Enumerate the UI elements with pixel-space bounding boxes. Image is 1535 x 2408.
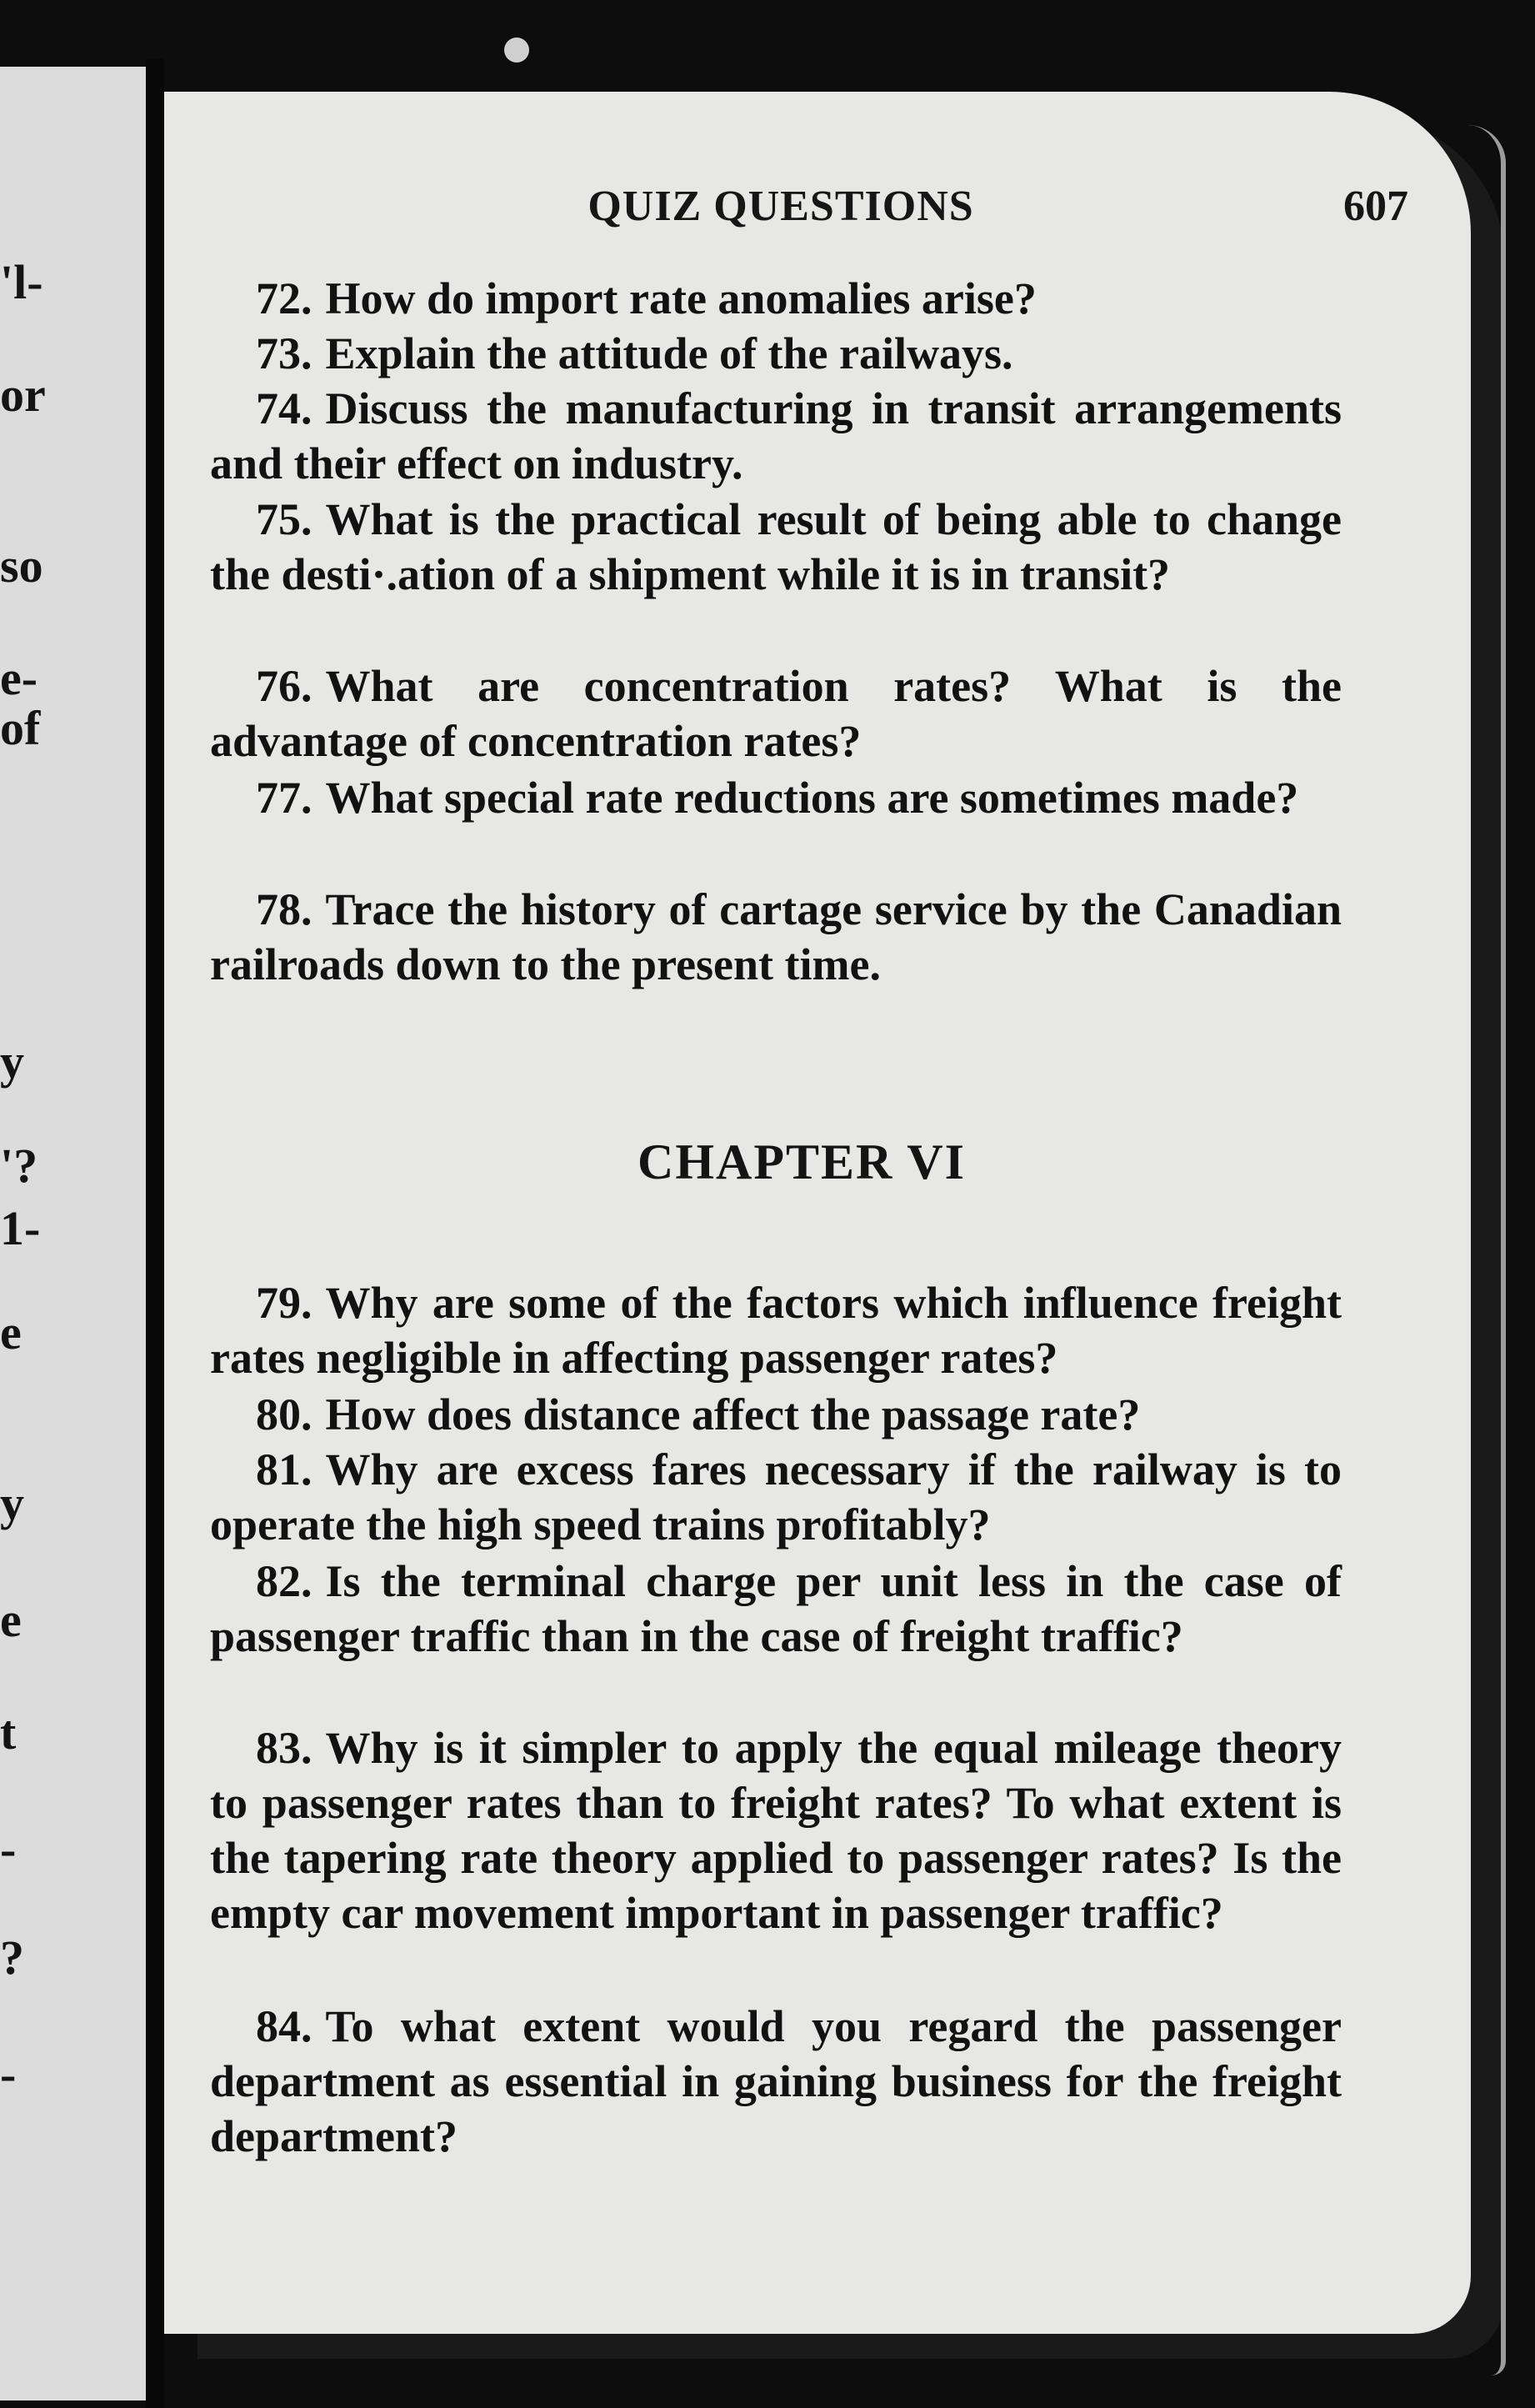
left-page-fragment: y bbox=[0, 1476, 24, 1530]
question-text: What special rate reductions are sometimes made? bbox=[325, 773, 1299, 823]
left-page-fragment: - bbox=[0, 2047, 17, 2101]
left-page-fragment: of bbox=[0, 701, 41, 755]
left-page-fragment: y bbox=[0, 1034, 24, 1089]
left-page-fragment: so bbox=[0, 538, 43, 593]
left-page-fragment: '? bbox=[0, 1139, 38, 1193]
question-number: 82. bbox=[256, 1556, 312, 1606]
question-text: What are concentration rates? What is the advantage of concentration rates? bbox=[210, 661, 1342, 766]
question-74 bbox=[210, 381, 1342, 491]
question-72 bbox=[210, 271, 1342, 326]
question-text: Discuss the manufacturing in transit arrangements and their effect on industry. bbox=[210, 383, 1342, 488]
question-text: How do import rate anomalies arise? bbox=[325, 273, 1037, 323]
question-84 bbox=[210, 1999, 1342, 2164]
left-page-fragment: e bbox=[0, 1305, 22, 1359]
page-number: 607 bbox=[1343, 183, 1408, 230]
question-number: 83. bbox=[256, 1723, 312, 1773]
left-page-fragment: t bbox=[0, 1705, 17, 1760]
left-page-fragment: or bbox=[0, 368, 46, 422]
question-text: Explain the attitude of the railways. bbox=[325, 328, 1013, 378]
chapter-heading: CHAPTER VI bbox=[638, 1134, 966, 1189]
question-number: 81. bbox=[256, 1444, 312, 1494]
question-number: 73. bbox=[256, 328, 312, 378]
page-blemish bbox=[504, 38, 529, 63]
question-text: Trace the history of cartage service by the Canadian railroads down to the present time. bbox=[210, 884, 1342, 989]
question-83 bbox=[210, 1720, 1342, 1940]
book-page bbox=[164, 92, 1471, 2334]
question-text: To what extent would you regard the passenger department as essential in gaining business for the freight department? bbox=[210, 2001, 1342, 2161]
left-page-fragment: e bbox=[0, 1593, 22, 1647]
question-text: Why is it simpler to apply the equal mileage theory to passenger rates than to freight rates? To what extent is the tapering rate theory applied to passenger rates? Is the empty car movement important in passenger traffic? bbox=[210, 1723, 1342, 1938]
question-77 bbox=[210, 770, 1342, 825]
question-79 bbox=[210, 1275, 1342, 1385]
question-number: 78. bbox=[256, 884, 312, 934]
left-page-fragment: - bbox=[0, 1822, 17, 1876]
left-page-fragment: e- bbox=[0, 651, 38, 705]
question-73 bbox=[210, 326, 1342, 381]
question-number: 80. bbox=[256, 1389, 312, 1439]
book-spine bbox=[146, 58, 164, 2408]
question-75 bbox=[210, 492, 1342, 602]
question-number: 72. bbox=[256, 273, 312, 323]
left-page-fragment: ? bbox=[0, 1930, 24, 1985]
question-text: Why are some of the factors which influence freight rates negligible in affecting passenger rates? bbox=[210, 1278, 1342, 1383]
running-header-title: QUIZ QUESTIONS bbox=[588, 183, 974, 230]
left-page-fragment: 1- bbox=[0, 1201, 41, 1255]
question-number: 77. bbox=[256, 773, 312, 823]
question-text: Why are excess fares necessary if the railway is to operate the high speed trains profitably? bbox=[210, 1444, 1342, 1549]
question-number: 74. bbox=[256, 383, 312, 433]
left-page-fragment: 'l- bbox=[0, 255, 43, 309]
question-number: 76. bbox=[256, 661, 312, 711]
question-82 bbox=[210, 1554, 1342, 1664]
question-text: How does distance affect the passage rate? bbox=[325, 1389, 1141, 1439]
question-number: 75. bbox=[256, 494, 312, 544]
question-76 bbox=[210, 658, 1342, 768]
left-page-edge bbox=[0, 67, 146, 2400]
question-81 bbox=[210, 1442, 1342, 1552]
question-text: What is the practical result of being able to change the desti·.ation of a shipment while it is in transit? bbox=[210, 494, 1342, 599]
question-number: 79. bbox=[256, 1278, 312, 1328]
question-text: Is the terminal charge per unit less in the case of passenger traffic than in the case of freight traffic? bbox=[210, 1556, 1342, 1661]
question-80 bbox=[210, 1387, 1342, 1442]
question-number: 84. bbox=[256, 2001, 312, 2051]
question-78 bbox=[210, 882, 1342, 992]
